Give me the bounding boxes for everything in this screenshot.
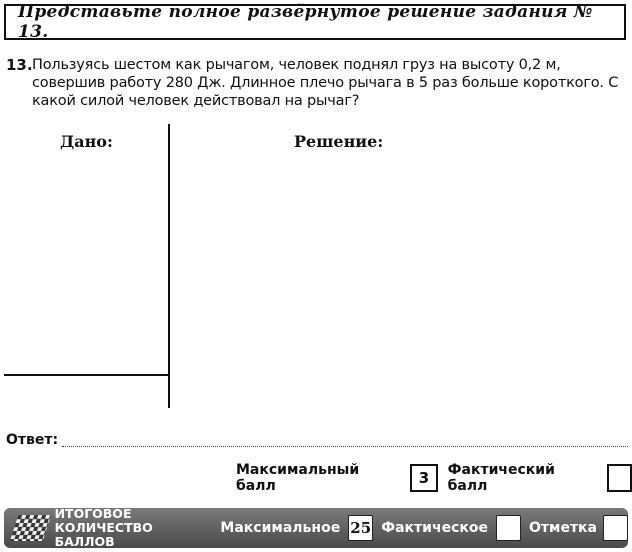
total-actual-box[interactable] [496,515,521,541]
task-text: Пользуясь шестом как рычагом, человек поднял груз на высоту 0,2 м, совершив работу 280 Дж. Длинное плечо рычага в 5 раз больше короткого. С какой силой человек действовал на рычаг? [32,57,619,109]
given-label: Дано: [60,132,113,151]
task-header [4,4,626,40]
grade-label: Отметка [528,520,598,536]
task-number: 13. [6,56,33,74]
total-max-box: 25 [348,515,373,541]
given-bottom-line [4,374,169,376]
max-score-label: Максимальный балл [236,462,360,494]
actual-score-label: Фактический балл [447,462,555,494]
total-actual-label: Фактическое [381,520,488,536]
header-title: Представьте полное развёрнутое решение задания № 13. [18,2,593,42]
answer-line[interactable] [62,446,628,447]
solution-area[interactable] [176,160,626,406]
grade-box[interactable] [603,515,628,541]
score-row [236,462,632,494]
total-max-label: Максимальное [220,520,341,536]
solution-label: Решение: [294,132,384,151]
given-area[interactable] [4,160,164,370]
actual-score-box[interactable] [607,464,632,492]
total-score-title: ИТОГОВОЕ КОЛИЧЕСТВО БАЛЛОВ [54,506,153,549]
answer-label: Ответ: [6,432,59,448]
max-score-box: 3 [410,464,437,492]
given-solution-divider [168,124,170,408]
total-score-bar [4,508,628,548]
checkered-flag-icon [10,515,51,541]
